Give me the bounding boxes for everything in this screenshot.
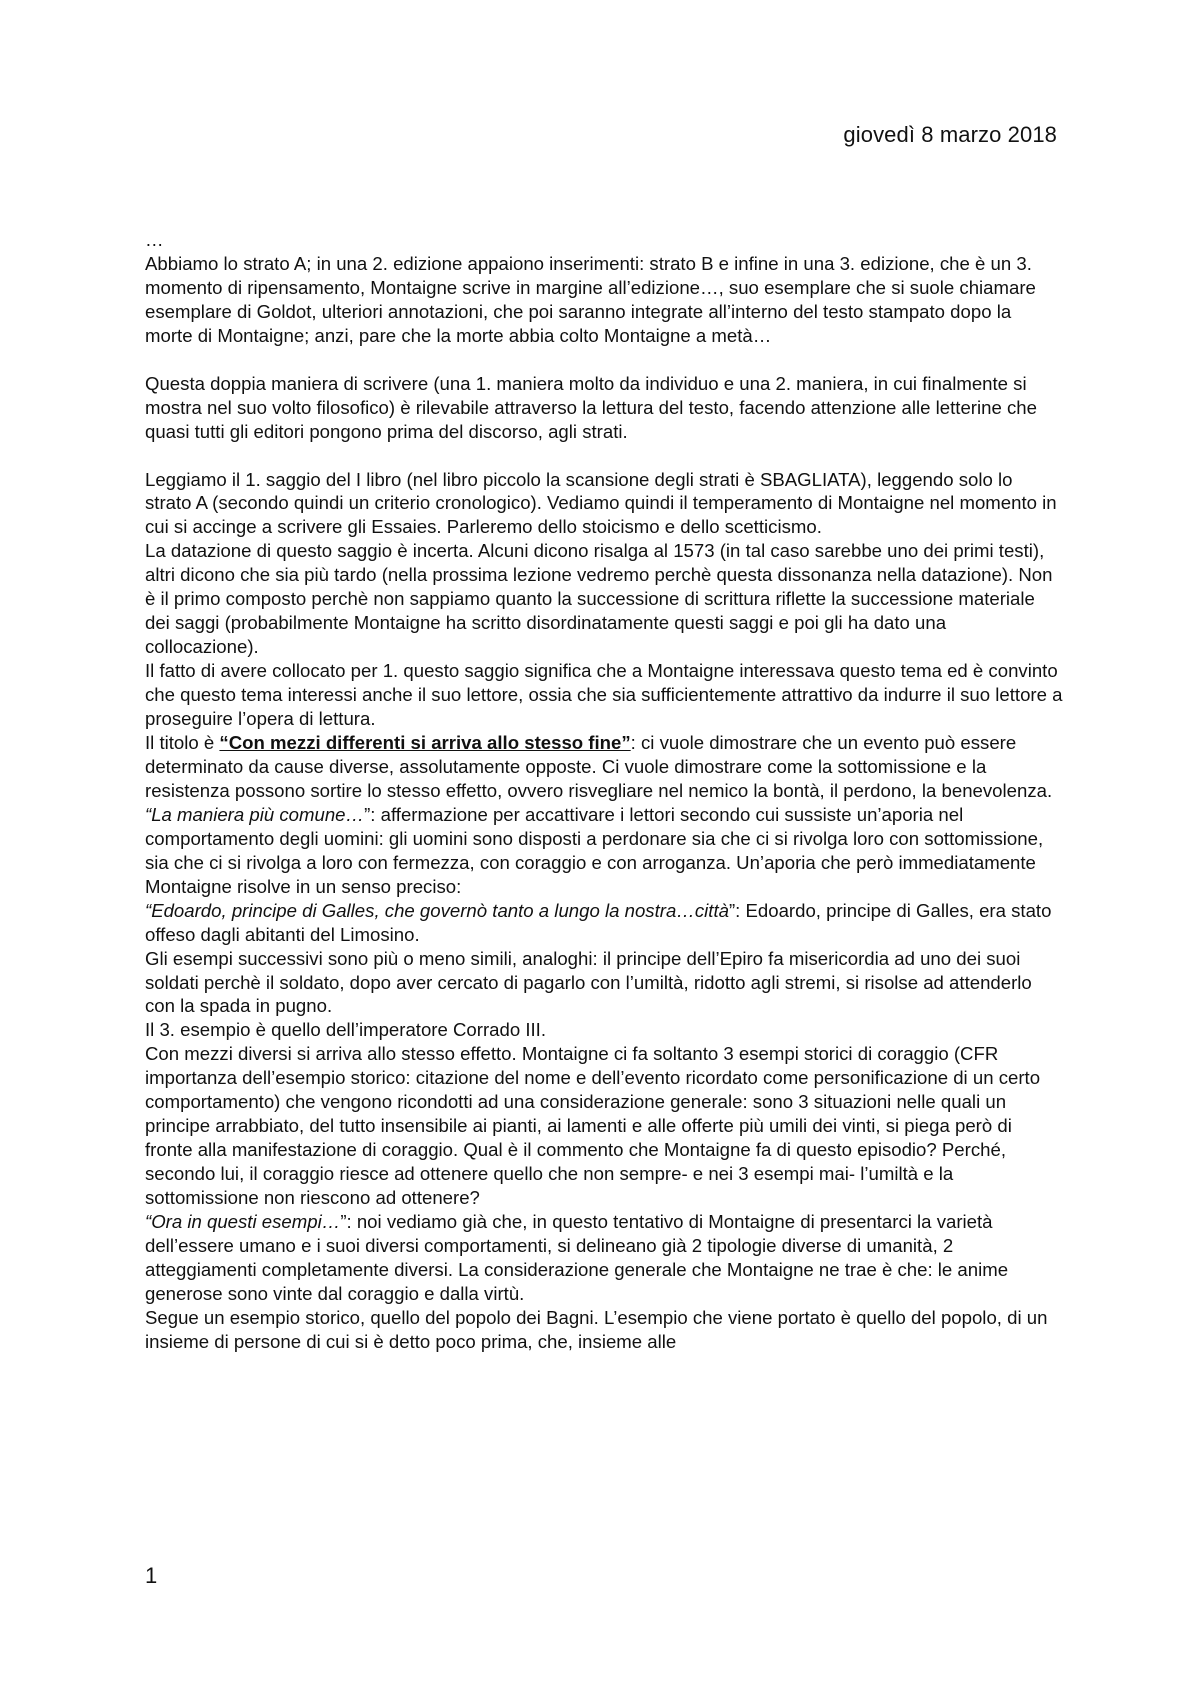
paragraph-maniera-comune — [145, 803, 1063, 899]
quote-maniera-comune: “La maniera più comune… — [145, 803, 365, 825]
paragraph-strati: Abbiamo lo strato A; in una 2. edizione appaiono inserimenti: strato B e infine in una 3. edizione, che è un 3. momento di ripensamento, Montaigne scrive in margine all’edizione…, suo esemplare che si suole chiamare esemplare di Goldot, ulteriori annotazioni, che poi saranno integrate all’interno del testo stampato dopo la morte di Montaigne; anzi, pare che la morte abbia colto Montaigne a metà… — [145, 252, 1036, 346]
quote-questi-esempi: “Ora in questi esempi… — [145, 1211, 341, 1233]
paragraph-bagni: Segue un esempio storico, quello del popolo dei Bagni. L’esempio che viene portato è quello del popolo, di un insieme di persone di cui si è detto poco prima, che, insieme alle — [145, 1306, 1048, 1352]
paragraph-mezzi-diversi: Con mezzi diversi si arriva allo stesso effetto. Montaigne ci fa soltanto 3 esempi storici di coraggio (CFR importanza dell’esempio storico: citazione del nome e dell’evento ricordato come personificazione di un certo comportamento) che vengono ricondotti ad una considerazione generale: sono 3 situazioni nelle quali un principe arrabbiato, del tutto insensibile ai pianti, ai lamenti e alle offerte più umili dei vinti, si piega però di fronte alla manifestazione di coraggio. Qual è il commento che Montaigne fa di questo episodio? Perché, secondo lui, il coraggio riesce ad ottenere quello che non sempre- e nei 3 esempi mai- l’umiltà e la sottomissione non riescono ad ottenere? — [145, 1043, 1041, 1209]
questi-esempi-text: ”: noi vediamo già che, in questo tentativo di Montaigne di presentarci la varietà dell’essere umano e i suoi diversi comportamenti, si delineano già 2 tipologie diverse di umanità, 2 atteggiamenti completamente diversi. La considerazione generale che Montaigne ne trae è che: le anime generose sono vinte dal coraggio e dalla virtù. — [145, 1211, 1009, 1304]
paragraph-edoardo — [145, 899, 1063, 947]
maniera-comune-text: ”: affermazione per accattivare i lettori secondo cui sussiste un’aporia nel comportamento degli uomini: gli uomini sono disposti a perdonare sia che ci si rivolga loro con sottomissione, sia che ci si rivolga a loro con fermezza, con coraggio e con arroganza. Un’aporia che però immediatamente Montaigne risolve in un senso preciso: — [145, 803, 1044, 897]
paragraph-datazione: La datazione di questo saggio è incerta. Alcuni dicono risalga al 1573 (in tal caso sarebbe uno dei primi testi), altri dicono che sia più tardo (nella prossima lezione vedremo perchè questa dissonanza nella datazione). Non è il primo composto perchè non sappiamo quanto la successione di scrittura riflette la successione materiale dei saggi (probabilmente Montaigne ha scritto disordinatamente questi saggi e poi gli ha dato una collocazione). — [145, 540, 1053, 658]
paragraph-doppia-maniera: Questa doppia maniera di scrivere (una 1. maniera molto da individuo e una 2. maniera, in cui finalmente si mostra nel suo volto filosofico) è rilevabile attraverso la lettura del testo, facendo attenzione alle letterine che quasi tutti gli editori pongono prima del discorso, agli strati. — [145, 372, 1037, 442]
document-body — [145, 228, 1063, 1354]
titolo-text: : ci vuole dimostrare che un evento può essere determinato da cause diverse, assolutamente opposte. Ci vuole dimostrare come la sottomissione e la resistenza possono sortire lo stesso effetto, ovvero risvegliare nel nemico la bontà, il perdono, la benevolenza. — [145, 731, 1053, 801]
lecture-date: giovedì 8 marzo 2018 — [843, 122, 1057, 147]
paragraph-gap — [145, 348, 1063, 372]
ellipsis-line: … — [145, 229, 164, 250]
quote-edoardo: “Edoardo, principe di Galles, che governò tanto a lungo la nostra…città — [145, 899, 729, 921]
paragraph-collocazione: Il fatto di avere collocato per 1. questo saggio significa che a Montaigne interessava questo tema ed è convinto che questo tema interessi anche il suo lettore, ossia che sia sufficientemente attrattivo da indurre il suo lettore a proseguire l’opera di lettura. — [145, 660, 1063, 730]
paragraph-questi-esempi — [145, 1210, 1063, 1306]
titolo-prefix: Il titolo è — [145, 731, 220, 753]
edoardo-text: ”: Edoardo, principe di Galles, era stato offeso dagli abitanti del Limosino. — [145, 899, 1052, 945]
page-number: 1 — [145, 1563, 158, 1588]
paragraph-esempi-successivi: Gli esempi successivi sono più o meno simili, analoghi: il principe dell’Epiro fa misericordia ad uno dei suoi soldati perchè il soldato, dopo aver cercato di pagarlo con l’umiltà, ridotto agli stremi, si risolse ad attenderlo con la spada in pugno. — [145, 947, 1032, 1017]
paragraph-gap — [145, 444, 1063, 468]
paragraph-titolo — [145, 731, 1063, 803]
essay-title: “Con mezzi differenti si arriva allo stesso fine” — [219, 731, 631, 753]
paragraph-corrado: Il 3. esempio è quello dell’imperatore Corrado III. — [145, 1019, 547, 1041]
paragraph-primo-saggio: Leggiamo il 1. saggio del I libro (nel libro piccolo la scansione degli strati è SBAGLIATA), leggendo solo lo strato A (secondo quindi un criterio cronologico). Vediamo quindi il temperamento di Montaigne nel momento in cui si accinge a scrivere gli Essaies. Parleremo dello stoicismo e dello scetticismo. — [145, 468, 1057, 538]
